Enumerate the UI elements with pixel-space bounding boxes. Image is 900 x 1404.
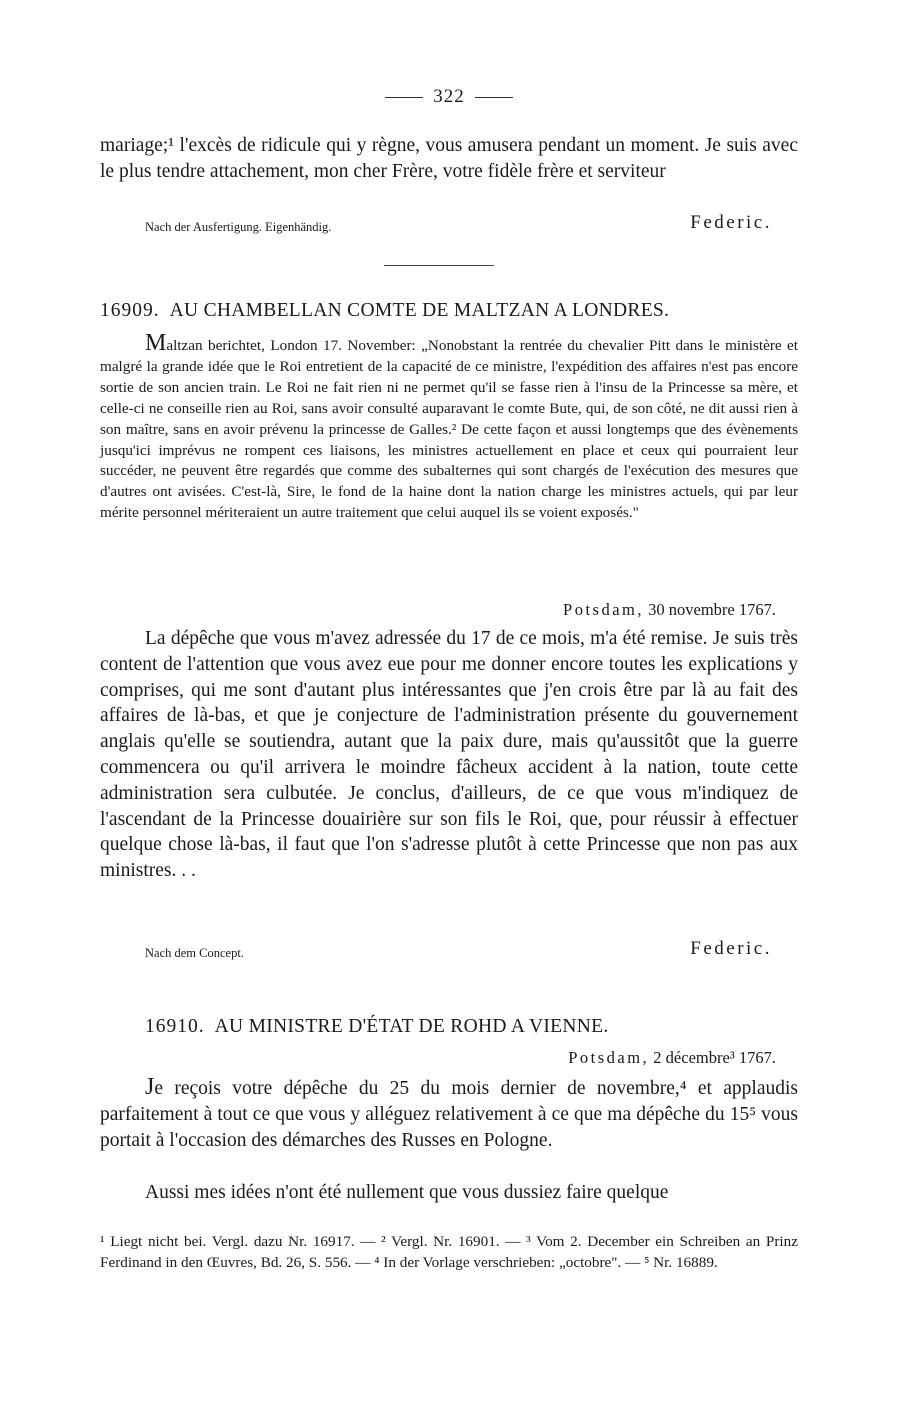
- letter-16910-paragraph-2: Aussi mes idées n'ont été nullement que vous dussiez faire quelque: [145, 1182, 669, 1203]
- letter-16909-source: Nach dem Concept.: [145, 946, 244, 960]
- letter-16910-dateline: [568, 1048, 776, 1068]
- continuation-signature: Federic.: [690, 212, 772, 233]
- letter-16909-number: 16909.: [100, 300, 160, 321]
- page-number-dash-right: [475, 97, 513, 98]
- letter-16909-heading: [100, 300, 798, 322]
- section-divider: [384, 265, 494, 266]
- footnotes: ¹ Liegt nicht bei. Vergl. dazu Nr. 16917. — ² Vergl. Nr. 16901. — ³ Vom 2. December ein Schreiben an Prinz Ferdinand in den Œuvres, Bd. 26, S. 556. — ⁴ In der Vorlage verschrieben: „octobre". — ⁵ Nr. 16889.: [100, 1233, 798, 1271]
- letter-16910-initial: J: [145, 1074, 155, 1100]
- page-number: 322: [100, 86, 798, 108]
- letter-16909-date: 30 novembre 1767.: [648, 600, 776, 619]
- letter-16909-body: La dépêche que vous m'avez adressée du 17 de ce mois, m'a été remise. Je suis très content de l'attention que vous avez eue pour me donner encore toutes les explications y comprises, qui me sont d'autant plus intéressantes que j'en crois être par là au fait des affaires de là-bas, et que je conjecture de l'administration présente du gouvernement anglais qu'elle se soutiendra, autant que la paix dure, mais qu'aussitôt que la guerre commencera ou qu'il arrivera le moindre fâcheux accident à la nation, toute cette administration sera culbutée. Je conclus, d'ailleurs, de ce que vous m'indiquez de l'ascendant de la Princesse douairière sur son fils le Roi, que, pour réussir à effectuer quelque chose là-bas, il faut que l'on s'adresse plutôt à cette Princesse que non pas aux ministres. . .: [100, 628, 798, 882]
- letter-16909-report-text: altzan berichtet, London 17. November: „Nonobstant la rentrée du chevalier Pitt dans le ministère et malgré la grande idée que le Roi entretient de la capacité de ce ministre, l'expédition des affaires n'est pas encore sortie de son ancien train. Le Roi ne fait rien ni ne permet qu'il se fasse rien à l'insu de la Princesse sa mère, et celle-ci ne conseille rien au Roi, sans avoir consulté auparavant le comte Bute, qui, de son côté, ne dit aussi rien à son maître, sans en avoir prévenu la princesse de Galles.² De cette façon et aussi longtemps que des évènements jusqu'ici imprévus ne rompent ces liaisons, les ministres actuellement en place et ceux qui pourraient leur succéder, ne peuvent être regardés que comme des subalternes qui sont chargés de l'exécution des mesures que d'autres ont avisées. C'est-là, Sire, le fond de la haine dont la nation charge les ministres actuels, qui par leur mérite personnel mériteraient un autre traitement que celui auquel ils se voient exposés.": [100, 337, 798, 522]
- letter-16910-place: Potsdam,: [568, 1048, 650, 1067]
- letter-16909-dateline: [563, 600, 776, 620]
- letter-16910-paragraph-1: Je reçois votre dépêche du 25 du mois dernier de novembre,⁴ et applaudis parfaitement à tout ce que vous y alléguez relativement à ce que ma dépêche du 15⁵ vous portait à l'occasion des démarches des Russes en Pologne.: [100, 1074, 798, 1151]
- letter-16910-date: 2 décembre³ 1767.: [653, 1048, 776, 1067]
- letter-16909-report: [100, 330, 798, 524]
- letter-16910-heading: [145, 1016, 843, 1038]
- continuation-source: Nach der Ausfertigung. Eigenhändig.: [145, 220, 332, 234]
- page-number-dash-left: [385, 97, 423, 98]
- letter-16909-signature: Federic.: [690, 938, 772, 959]
- letter-16910-title: AU MINISTRE D'ÉTAT DE ROHD A VIENNE.: [214, 1016, 609, 1037]
- letter-16910-number: 16910.: [145, 1016, 205, 1037]
- letter-16909-report-initial: M: [145, 330, 167, 356]
- letter-16909-place: Potsdam,: [563, 600, 645, 619]
- continuation-text: mariage;¹ l'excès de ridicule qui y règne, vous amusera pendant un moment. Je suis avec le plus tendre attachement, mon cher Frère, votre fidèle frère et serviteur: [100, 135, 798, 182]
- letter-16909-title: AU CHAMBELLAN COMTE DE MALTZAN A LONDRES.: [169, 300, 670, 321]
